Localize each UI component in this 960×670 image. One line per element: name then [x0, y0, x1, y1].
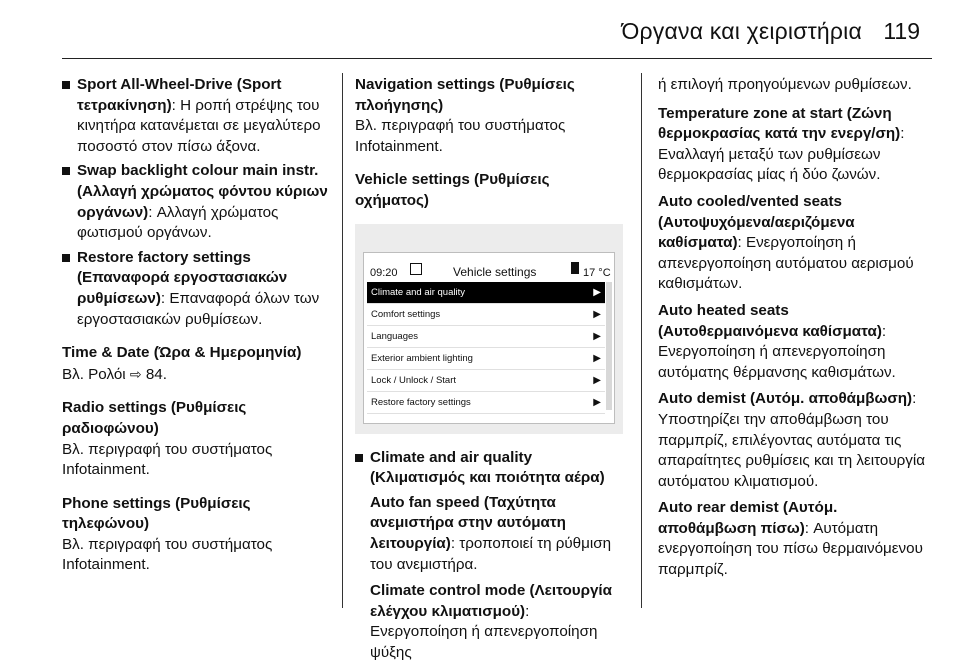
chevron-right-icon: ▶ [593, 396, 601, 408]
section-heading-navigation: Navigation settings (Ρυθμίσεις πλοήγησης) [355, 76, 575, 114]
menu-item-climate[interactable]: Climate and air quality ▶ [367, 282, 605, 304]
bullet-square [355, 454, 363, 462]
sub-item: Climate control mode (Λειτουργία ελέγχου κλιματισμού): Ενεργοποίηση ή απενεργοποίηση ψύξης [370, 582, 612, 661]
page-number: 119 [883, 18, 920, 44]
chevron-right-icon: ▶ [593, 286, 601, 298]
column-3 [658, 75, 928, 587]
nav-symbol-icon [410, 263, 422, 275]
screen-topbar [365, 261, 613, 279]
page-header [0, 14, 960, 54]
screen-temperature: 17 °C [583, 266, 611, 279]
column-1 [62, 75, 330, 580]
section-heading-radio: Radio settings (Ρυθμίσεις ραδιοφώνου) [62, 399, 247, 437]
column-divider-1 [342, 73, 343, 608]
chevron-right-icon: ▶ [593, 308, 601, 320]
section-heading-vehicle: Vehicle settings (Ρυθμίσεις οχήματος) [355, 171, 550, 209]
setting-item: Auto heated seats (Αυτοθερμαινόμενα καθίσματα): Ενεργοποίηση ή απενεργοποίηση αυτόματης θέρμανσης καθισμάτων. [658, 301, 896, 381]
menu-item-restore[interactable]: Restore factory settings ▶ [367, 392, 605, 414]
section-heading-time-date: Time & Date (Ώρα & Ημερομηνία) [62, 344, 302, 362]
menu-item-languages[interactable]: Languages ▶ [367, 326, 605, 348]
bullet-square [62, 167, 70, 175]
chevron-right-icon: ▶ [593, 374, 601, 386]
continued-text: ή επιλογή προηγούμενων ρυθμίσεων. [658, 76, 912, 93]
menu-item-lock-unlock[interactable]: Lock / Unlock / Start ▶ [367, 370, 605, 392]
menu-item-comfort[interactable]: Comfort settings ▶ [367, 304, 605, 326]
phone-text: Βλ. περιγραφή του συστήματος Infotainment. [62, 535, 273, 574]
list-item: Restore factory settings (Επαναφορά εργοστασιακών ρυθμίσεων): Επαναφορά όλων των εργοστασιακών ρυθμίσεων. [62, 248, 330, 330]
page-ref-arrow-icon: ⇨ [129, 365, 142, 382]
screen-title: Vehicle settings [453, 264, 537, 279]
column-2 [355, 75, 625, 670]
setting-item: Temperature zone at start (Ζώνη θερμοκρασίας κατά την ενεργ/ση): Εναλλαγή μεταξύ των ρυθμίσεων θερμοκρασίας μίας ή δύο ζωνών. [658, 104, 905, 184]
screen-clock: 09:20 [370, 266, 398, 279]
sub-item: Auto fan speed (Ταχύτητα ανεμιστήρα στην αυτόματη λειτουργία): τροποποιεί τη ρύθμιση του ανεμιστήρα. [370, 493, 612, 573]
section-heading-phone: Phone settings (Ρυθμίσεις τηλεφώνου) [62, 494, 251, 533]
setting-item: Auto cooled/vented seats (Αυτοψυχόμενα/αεριζόμενα καθίσματα): Ενεργοποίηση ή απενεργοποίηση αυτόματου αερισμού καθισμάτων. [658, 192, 914, 293]
vehicle-settings-screenshot [355, 224, 623, 434]
setting-item: Auto rear demist (Αυτόμ. αποθάμβωση πίσω): Αυτόματη ενεργοποίηση του πίσω θερμαινόμενου παρμπρίζ. [658, 499, 923, 579]
list-item: Sport All-Wheel-Drive (Sport τετρακίνηση): Η ροπή στρέψης του κινητήρα κατανέμεται σε μεγαλύτερο ποσοστό στον πίσω άξονα. [62, 75, 330, 157]
time-date-ref[interactable]: Βλ. Ρολόι ⇨ 84. [62, 365, 167, 383]
chevron-right-icon: ▶ [593, 352, 601, 364]
header-rule [62, 58, 932, 59]
bullet-square [62, 81, 70, 89]
thermometer-icon [571, 262, 579, 274]
screen-menu [367, 282, 605, 414]
screen-scrollbar[interactable] [606, 282, 612, 410]
page-title: Όργανα και χειριστήρια [621, 18, 862, 44]
list-item: Swap backlight colour main instr. (Αλλαγή χρώματος φόντου κύριων οργάνων): Αλλαγή χρώματος φωτισμού οργάνων. [62, 161, 330, 243]
chevron-right-icon: ▶ [593, 330, 601, 342]
bullet-square [62, 254, 70, 262]
setting-item: Auto demist (Αυτόμ. αποθάμβωση): Υποστηρίζει την αποθάμβωση του παρμπρίζ, επιλέγοντας αυτόματα τις απαραίτητες ρυθμίσεις και τη λειτουργία αυτόματου κλιματισμού. [658, 390, 926, 490]
radio-text: Βλ. περιγραφή του συστήματος Infotainment. [62, 440, 273, 479]
column-divider-2 [641, 73, 642, 608]
navigation-text: Βλ. περιγραφή του συστήματος Infotainment. [355, 117, 566, 155]
menu-item-exterior-lighting[interactable]: Exterior ambient lighting ▶ [367, 348, 605, 370]
list-item: Climate and air quality (Κλιματισμός και ποιότητα αέρα) [355, 448, 625, 489]
